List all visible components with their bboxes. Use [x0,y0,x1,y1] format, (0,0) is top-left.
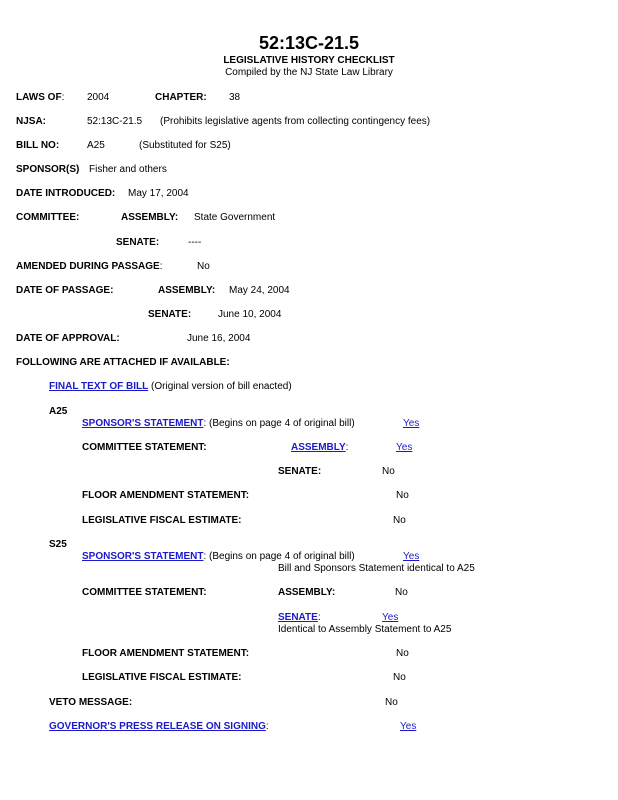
governor-colon: : [265,721,269,732]
chapter-value: 38 [229,92,241,103]
s25-committee-label: COMMITTEE STATEMENT: [82,587,207,598]
a25-fiscal-value: No [393,515,406,526]
compiled-by: Compiled by the NJ State Law Library [225,67,393,78]
amended-colon: : [159,261,163,272]
bill-no-value: A25 [87,140,105,151]
a25-floor-value: No [396,490,409,501]
a25-assembly-link[interactable]: ASSEMBLY [291,442,346,453]
s25-fiscal-value: No [393,672,406,683]
final-text-row [49,381,292,393]
laws-of-label-group [16,92,64,104]
date-of-approval-value: June 16, 2004 [187,333,251,344]
sponsors-label: SPONSOR(S) [16,164,80,175]
passage-assembly-value: May 24, 2004 [229,285,290,296]
a25-senate-value: No [382,466,395,477]
final-text-link[interactable]: FINAL TEXT OF BILL [49,381,149,392]
s25-senate-link[interactable]: SENATE [278,612,318,623]
s25-sponsor-yes-link[interactable]: Yes [403,551,420,562]
s25-sponsor-row [82,551,355,563]
committee-assembly-label: ASSEMBLY: [121,212,179,223]
a25-fiscal-label: LEGISLATIVE FISCAL ESTIMATE: [82,515,242,526]
s25-senate-row [278,612,321,624]
amended-value: No [197,261,210,272]
s25-heading: S25 [49,539,67,550]
date-introduced-label: DATE INTRODUCED: [16,188,116,199]
governor-press-release-link[interactable]: GOVERNOR'S PRESS RELEASE ON SIGNING [49,721,266,732]
s25-assembly-value: No [395,587,408,598]
chapter-label: CHAPTER: [155,92,207,103]
committee-label: COMMITTEE: [16,212,80,223]
attachments-heading: FOLLOWING ARE ATTACHED IF AVAILABLE: [16,357,230,368]
a25-heading: A25 [49,406,68,417]
date-of-approval-label: DATE OF APPROVAL: [16,333,120,344]
s25-sponsor-statement-link[interactable]: SPONSOR'S STATEMENT [82,551,204,562]
committee-senate-label: SENATE: [116,237,160,248]
bill-no-note: (Substituted for S25) [139,140,231,151]
a25-sponsor-yes-link[interactable]: Yes [403,418,420,429]
a25-sponsor-row [82,418,355,430]
bill-no-label: BILL NO: [16,140,60,151]
njsa-value: 52:13C-21.5 [87,116,143,127]
amended-label-group [16,261,163,273]
committee-senate-value: ---- [188,237,202,248]
njsa-label: NJSA: [16,116,47,127]
laws-of-value: 2004 [87,92,110,103]
governor-yes-link[interactable]: Yes [400,721,417,732]
page-title: 52:13C-21.5 [258,33,360,53]
a25-committee-label: COMMITTEE STATEMENT: [82,442,207,453]
a25-assembly-row [291,442,348,454]
laws-of-label: LAWS OF [16,92,62,103]
s25-floor-label: FLOOR AMENDMENT STATEMENT: [82,648,250,659]
njsa-note: (Prohibits legislative agents from collecting contingency fees) [160,116,431,127]
checklist-subtitle: LEGISLATIVE HISTORY CHECKLIST [223,55,395,66]
s25-floor-value: No [396,648,409,659]
date-introduced-value: May 17, 2004 [128,188,189,199]
s25-fiscal-label: LEGISLATIVE FISCAL ESTIMATE: [82,672,242,683]
s25-sponsor-note: : (Begins on page 4 of original bill) [203,551,355,562]
a25-senate-label: SENATE: [278,466,322,477]
s25-senate-yes-link[interactable]: Yes [382,612,399,623]
veto-label: VETO MESSAGE: [49,697,133,708]
a25-assembly-yes-link[interactable]: Yes [396,442,413,453]
amended-label: AMENDED DURING PASSAGE [16,261,160,272]
committee-assembly-value: State Government [194,212,276,223]
passage-senate-label: SENATE: [148,309,192,320]
s25-senate-colon: : [317,612,321,623]
date-of-passage-label: DATE OF PASSAGE: [16,285,114,296]
laws-of-colon: : [61,92,65,103]
sponsors-value: Fisher and others [89,164,167,175]
governor-row [49,721,269,733]
s25-assembly-label: ASSEMBLY: [278,587,336,598]
veto-value: No [385,697,398,708]
passage-senate-value: June 10, 2004 [218,309,282,320]
a25-floor-label: FLOOR AMENDMENT STATEMENT: [82,490,250,501]
final-text-note: (Original version of bill enacted) [151,381,292,392]
s25-senate-extra: Identical to Assembly Statement to A25 [278,624,452,635]
a25-sponsor-note: : (Begins on page 4 of original bill) [203,418,355,429]
s25-sponsor-extra: Bill and Sponsors Statement identical to A25 [278,563,475,574]
passage-assembly-label: ASSEMBLY: [158,285,216,296]
a25-assembly-colon: : [345,442,349,453]
a25-sponsor-statement-link[interactable]: SPONSOR'S STATEMENT [82,418,204,429]
